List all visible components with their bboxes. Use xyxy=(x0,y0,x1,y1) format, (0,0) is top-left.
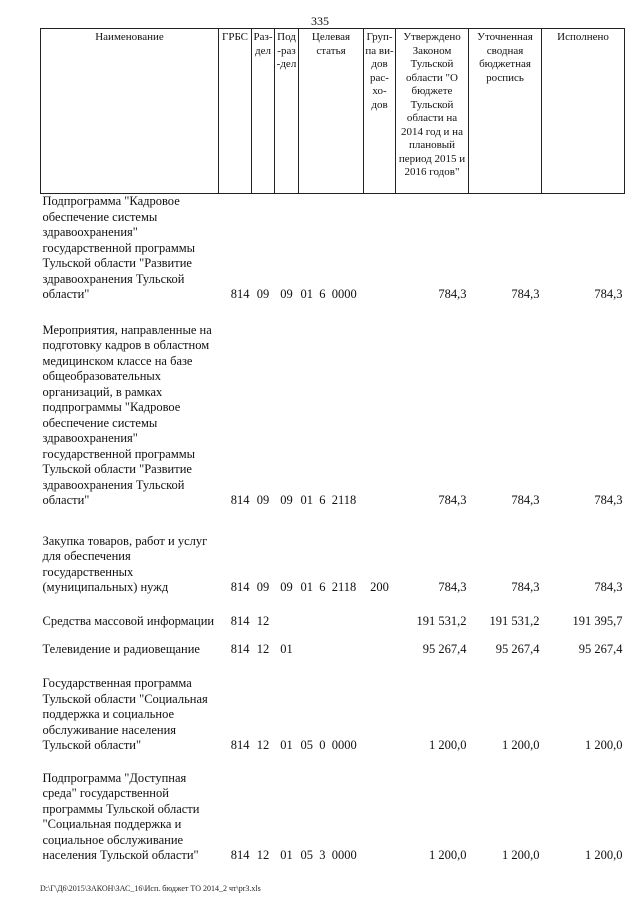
row-target xyxy=(299,596,364,630)
row-refined: 784,3 xyxy=(511,287,540,301)
row-approved: 784,3 xyxy=(438,580,467,594)
header-razdel: Раз-дел xyxy=(252,29,275,194)
row-approved: 784,3 xyxy=(438,287,467,301)
table-row xyxy=(41,630,625,658)
budget-table xyxy=(40,28,625,864)
row-razdel: 12 xyxy=(256,614,270,628)
row-executed: 191 395,7 xyxy=(572,614,623,628)
row-podrazdel: 01 xyxy=(280,848,293,862)
row-name: Государственная программа Тульской области "Социальная поддержка и социальное обслуживание населения Тульской области" xyxy=(42,676,208,752)
row-refined: 1 200,0 xyxy=(502,848,540,862)
row-target-subprogram: 6 xyxy=(319,580,326,594)
row-target xyxy=(299,194,364,303)
header-refined: Уточненная сводная бюджетная роспись xyxy=(469,29,542,194)
row-group xyxy=(364,658,396,754)
row-grbs: 814 xyxy=(230,738,250,752)
table-row xyxy=(41,658,625,754)
header-approved: Утверждено Законом Тульской области "О бюджете Тульской области на 2014 год и на плановый период 2015 и 2016 годов" xyxy=(396,29,469,194)
row-approved: 1 200,0 xyxy=(429,848,467,862)
row-target-program: 01 xyxy=(300,580,313,594)
table-row xyxy=(41,509,625,596)
table-row xyxy=(41,596,625,630)
row-target xyxy=(299,303,364,509)
row-name: Мероприятия, направленные на подготовку кадров в областном медицинском классе на базе общеобразовательных организаций, в рамках подпрограммы "Кадровое обеспечение системы здравоохранения" государственной программы Тульской области "Развитие здравоохранения Тульской области" xyxy=(42,322,212,507)
row-podrazdel xyxy=(275,596,299,630)
header-group: Груп-па ви-дов рас-хо-дов xyxy=(364,29,396,194)
row-executed: 1 200,0 xyxy=(585,848,623,862)
row-name: Подпрограмма "Доступная среда" государственной программы Тульской области "Социальная поддержка и социальное обслуживание населения Тульской области" xyxy=(42,770,200,862)
row-razdel: 12 xyxy=(256,642,270,656)
row-refined: 191 531,2 xyxy=(489,614,540,628)
row-podrazdel: 09 xyxy=(280,287,293,301)
row-razdel: 12 xyxy=(256,738,270,752)
row-target xyxy=(299,630,364,658)
row-grbs: 814 xyxy=(230,848,250,862)
row-target-subprogram: 6 xyxy=(319,493,326,507)
row-target-subprogram: 0 xyxy=(319,738,326,752)
row-target-program: 01 xyxy=(300,493,313,507)
row-group xyxy=(364,303,396,509)
row-razdel: 12 xyxy=(256,848,270,862)
row-target-code: 2118 xyxy=(331,493,357,507)
header-podrazdel: Под-раз-дел xyxy=(275,29,299,194)
row-refined: 784,3 xyxy=(511,580,540,594)
row-approved: 191 531,2 xyxy=(416,614,467,628)
table-row xyxy=(41,194,625,303)
row-approved: 1 200,0 xyxy=(429,738,467,752)
row-refined: 784,3 xyxy=(511,493,540,507)
row-name: Закупка товаров, работ и услуг для обеспечения государственных (муниципальных) нужд xyxy=(42,533,208,594)
row-razdel: 09 xyxy=(256,580,270,594)
row-approved: 784,3 xyxy=(438,493,467,507)
row-grbs: 814 xyxy=(230,642,250,656)
row-executed: 1 200,0 xyxy=(585,738,623,752)
row-podrazdel: 09 xyxy=(280,493,293,507)
row-name: Подпрограмма "Кадровое обеспечение системы здравоохранения" государственной программы Тульской области "Развитие здравоохранения Тульской области" xyxy=(42,194,196,301)
row-grbs: 814 xyxy=(230,580,250,594)
row-refined: 1 200,0 xyxy=(502,738,540,752)
header-grbs: ГРБС xyxy=(219,29,252,194)
row-target-subprogram: 6 xyxy=(319,287,326,301)
row-target-program: 05 xyxy=(300,848,313,862)
row-podrazdel: 09 xyxy=(280,580,293,594)
row-executed: 95 267,4 xyxy=(578,642,623,656)
row-grbs: 814 xyxy=(230,493,250,507)
header-target: Целевая статья xyxy=(299,29,364,194)
page-number: 335 xyxy=(311,14,329,28)
row-group xyxy=(364,194,396,303)
file-path-footer: D:\Г\Д6\2015\ЗАКОН\ЗАС_16\Исп. бюджет ТО 2014_2 чт\pr3.xls xyxy=(40,884,261,893)
row-approved: 95 267,4 xyxy=(422,642,467,656)
row-podrazdel: 01 xyxy=(280,642,293,656)
header-row xyxy=(41,29,625,194)
row-name: Средства массовой информации xyxy=(42,614,215,628)
row-group xyxy=(364,630,396,658)
row-executed: 784,3 xyxy=(594,493,623,507)
row-target-code: 0000 xyxy=(331,848,357,862)
row-group xyxy=(364,596,396,630)
row-grbs: 814 xyxy=(230,287,250,301)
row-target-code: 0000 xyxy=(331,287,357,301)
row-name: Телевидение и радиовещание xyxy=(42,642,200,656)
row-group: 200 xyxy=(370,580,389,594)
row-executed: 784,3 xyxy=(594,287,623,301)
table-row xyxy=(41,303,625,509)
row-target-subprogram: 3 xyxy=(319,848,326,862)
row-target xyxy=(299,754,364,864)
row-refined: 95 267,4 xyxy=(495,642,540,656)
table-row xyxy=(41,754,625,864)
row-target-code: 0000 xyxy=(331,738,357,752)
row-target xyxy=(299,658,364,754)
row-razdel: 09 xyxy=(256,493,270,507)
row-podrazdel: 01 xyxy=(280,738,293,752)
row-target-code: 2118 xyxy=(331,580,357,594)
row-executed: 784,3 xyxy=(594,580,623,594)
row-grbs: 814 xyxy=(230,614,250,628)
header-executed: Исполнено xyxy=(542,29,625,194)
row-target xyxy=(299,509,364,596)
row-target-program: 05 xyxy=(300,738,313,752)
header-name: Наименование xyxy=(41,29,219,194)
row-target-program: 01 xyxy=(300,287,313,301)
row-group xyxy=(364,754,396,864)
row-razdel: 09 xyxy=(256,287,270,301)
